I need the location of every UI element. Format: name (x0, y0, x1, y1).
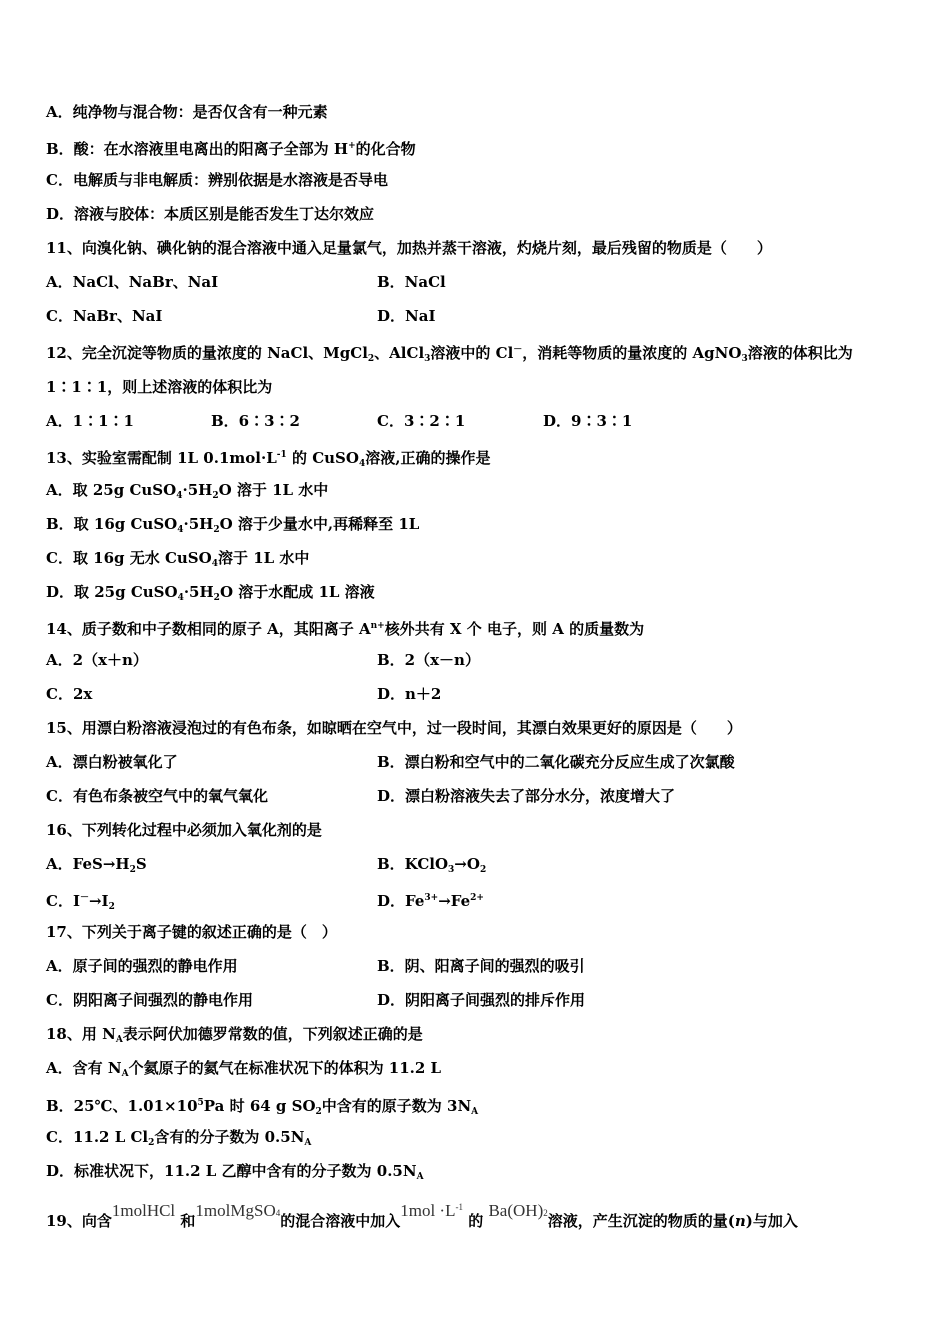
text: 的 (468, 1212, 484, 1230)
superscript: + (348, 141, 356, 151)
italic-n: n (734, 1212, 746, 1230)
text: O 溶于水配成 1L 溶液 (219, 583, 375, 601)
formula-text: Ba(OH) (488, 1201, 544, 1220)
subscript: 2 (315, 1107, 322, 1117)
q13-option-c (46, 548, 309, 574)
q16-option-a (46, 854, 147, 880)
q15-stem: 15、用漂白粉溶液浸泡过的有色布条，如晾晒在空气中，过一段时间，其漂白效果更好的原因是（ ） (46, 719, 742, 737)
subscript: A (471, 1107, 479, 1117)
subscript: A (304, 1138, 312, 1148)
q11-option-d: D．NaI (377, 307, 436, 325)
text: ·5H (183, 515, 214, 533)
text: ，消耗等物质的量浓度的 AgNO (522, 344, 742, 362)
q19-stem (46, 1201, 798, 1233)
superscript: -1 (276, 450, 287, 460)
q15-option-d: D．漂白粉溶液失去了部分水分，浓度增大了 (377, 787, 676, 805)
superscript: 3+ (424, 893, 439, 903)
subscript: 4 (211, 559, 218, 569)
text: 溶液,正确的操作是 (365, 449, 491, 467)
text: 的化合物 (355, 140, 416, 158)
text: 中含有的原子数为 3N (321, 1097, 472, 1115)
q10-option-c: C．电解质与非电解质：辨别依据是水溶液是否导电 (46, 171, 388, 189)
text: →Fe (438, 892, 471, 910)
text: B．取 16g CuSO (46, 515, 178, 533)
subscript: 4 (177, 525, 184, 535)
q10-option-d: D．溶液与胶体：本质区别是能否发生丁达尔效应 (46, 205, 375, 223)
text: 13、实验室需配制 1L 0.1mol·L (46, 449, 277, 467)
q17-option-d: D．阴阳离子间强烈的排斥作用 (377, 991, 586, 1009)
superscript: － (79, 893, 89, 903)
text: O 溶于 1L 水中 (218, 481, 329, 499)
text: 和 (180, 1212, 196, 1230)
text: D．取 25g CuSO (46, 583, 178, 601)
q18-option-a (46, 1058, 441, 1084)
q18-option-b (46, 1093, 478, 1122)
q11-option-c: C．NaBr、NaI (46, 307, 163, 325)
q16-option-c (46, 888, 115, 917)
q12-stem-line2: 1∶1∶1，则上述溶液的体积比为 (46, 378, 273, 396)
text: ·5H (183, 583, 214, 601)
q11-option-a: A．NaCl、NaBr、NaI (46, 273, 219, 291)
text: 的 CuSO (286, 449, 359, 467)
q12-stem (46, 340, 853, 369)
text: 溶液的体积比为 (747, 344, 853, 362)
formula-hcl: 1molHCl (111, 1201, 176, 1220)
text: 、AlCl (374, 344, 425, 362)
subscript: 2 (148, 1138, 155, 1148)
q14-option-a: A．2（x＋n） (46, 651, 148, 669)
subscript: 2 (479, 865, 487, 875)
q15-option-a: A．漂白粉被氧化了 (46, 753, 178, 771)
superscript: n+ (370, 621, 385, 631)
text: →O (454, 855, 480, 873)
text: 含有的分子数为 0.5N (154, 1128, 305, 1146)
subscript: 4 (176, 491, 183, 501)
q17-option-c: C．阴阳离子间强烈的静电作用 (46, 991, 253, 1009)
subscript: 3 (424, 354, 431, 364)
text: 的混合溶液中加入 (280, 1212, 401, 1230)
text: 溶于 1L 水中 (217, 549, 310, 567)
text: 19、向含 (46, 1212, 112, 1230)
q11-stem: 11、向溴化钠、碘化钠的混合溶液中通入足量氯气，加热并蒸干溶液，灼烧片刻，最后残留的物质是（ ） (46, 239, 772, 257)
formula-text: 1molMgSO (195, 1201, 276, 1220)
subscript: 2 (367, 354, 375, 364)
q12-option-a: A．1∶1∶1 (46, 412, 134, 430)
subscript: 4 (358, 459, 366, 469)
subscript: 2 (543, 1208, 548, 1218)
q12-option-d: D．9∶3∶1 (543, 412, 633, 430)
formula-concentration (400, 1201, 463, 1220)
subscript: 3 (448, 865, 455, 875)
superscript: -1 (455, 1202, 463, 1212)
text: S (135, 855, 147, 873)
formula-mgso4 (195, 1201, 280, 1220)
q10-option-b (46, 136, 416, 159)
q13-stem (46, 445, 490, 474)
q15-option-c: C．有色布条被空气中的氧气氧化 (46, 787, 268, 805)
text: 溶液，产生沉淀的物质的量( (547, 1212, 735, 1230)
text: B．25℃、1.01×10 (46, 1097, 198, 1115)
q16-stem: 16、下列转化过程中必须加入氧化剂的是 (46, 821, 322, 839)
q18-option-d (46, 1161, 424, 1187)
superscript: － (513, 345, 523, 355)
text: 12、完全沉淀等物质的量浓度的 NaCl、MgCl (46, 344, 368, 362)
q18-option-c (46, 1127, 311, 1153)
subscript: 2 (213, 593, 220, 603)
text: A．FeS→H (46, 855, 130, 873)
subscript: 2 (108, 902, 115, 912)
q11-option-b: B．NaCl (377, 273, 446, 291)
q17-option-b: B．阴、阳离子间的强烈的吸引 (377, 957, 585, 975)
text: Pa 时 64 g SO (203, 1097, 316, 1115)
superscript: 2+ (470, 893, 484, 903)
formula-baoh2 (488, 1201, 547, 1220)
q13-option-b (46, 514, 419, 540)
text: 溶液中的 Cl (430, 344, 514, 362)
q16-option-d (377, 888, 484, 911)
q17-stem: 17、下列关于离子键的叙述正确的是（ ） (46, 923, 337, 941)
subscript: 2 (129, 865, 136, 875)
formula-text: 1mol ·L (400, 1201, 456, 1220)
q14-option-c: C．2x (46, 685, 93, 703)
text: 14、质子数和中子数相同的原子 A，其阳离子 A (46, 620, 371, 638)
text: B．KClO (377, 855, 449, 873)
q17-option-a: A．原子间的强烈的静电作用 (46, 957, 238, 975)
q18-stem (46, 1024, 423, 1050)
subscript: A (416, 1172, 424, 1182)
subscript: 2 (212, 491, 219, 501)
q14-stem (46, 616, 644, 639)
text: D．Fe (377, 892, 425, 910)
subscript: A (121, 1069, 129, 1079)
q15-option-b: B．漂白粉和空气中的二氧化碳充分反应生成了次氯酸 (377, 753, 735, 771)
q12-option-b: B．6∶3∶2 (211, 412, 300, 430)
subscript: 4 (177, 593, 184, 603)
subscript: A (115, 1035, 123, 1045)
text: 个氦原子的氦气在标准状况下的体积为 11.2 L (128, 1059, 442, 1077)
q14-option-d: D．n＋2 (377, 685, 442, 703)
text: O 溶于少量水中,再稀释至 1L (219, 515, 420, 533)
q13-option-a (46, 480, 328, 506)
q13-option-d (46, 582, 375, 608)
text: C．I (46, 892, 80, 910)
q10-option-a: A．纯净物与混合物：是否仅含有一种元素 (46, 103, 328, 121)
text: C．11.2 L Cl (46, 1128, 149, 1146)
subscript: 2 (213, 525, 220, 535)
text: C．取 16g 无水 CuSO (46, 549, 212, 567)
text: )与加入 (745, 1212, 798, 1230)
q14-option-b: B．2（x－n） (377, 651, 480, 669)
text: →I (88, 892, 109, 910)
text: 表示阿伏加德罗常数的值，下列叙述正确的是 (122, 1025, 423, 1043)
subscript: 3 (741, 354, 748, 364)
text: ·5H (182, 481, 213, 499)
text: 18、用 N (46, 1025, 116, 1043)
q16-option-b (377, 854, 486, 880)
subscript: 4 (275, 1208, 281, 1218)
superscript: 5 (197, 1098, 204, 1108)
text: A．取 25g CuSO (46, 481, 177, 499)
text: A．含有 N (46, 1059, 122, 1077)
text: 核外共有 X 个 电子，则 A 的质量数为 (384, 620, 645, 638)
text: D．标准状况下，11.2 L 乙醇中含有的分子数为 0.5N (46, 1162, 417, 1180)
text: B．酸：在水溶液里电离出的阳离子全部为 H (46, 140, 349, 158)
q12-option-c: C．3∶2∶1 (377, 412, 466, 430)
